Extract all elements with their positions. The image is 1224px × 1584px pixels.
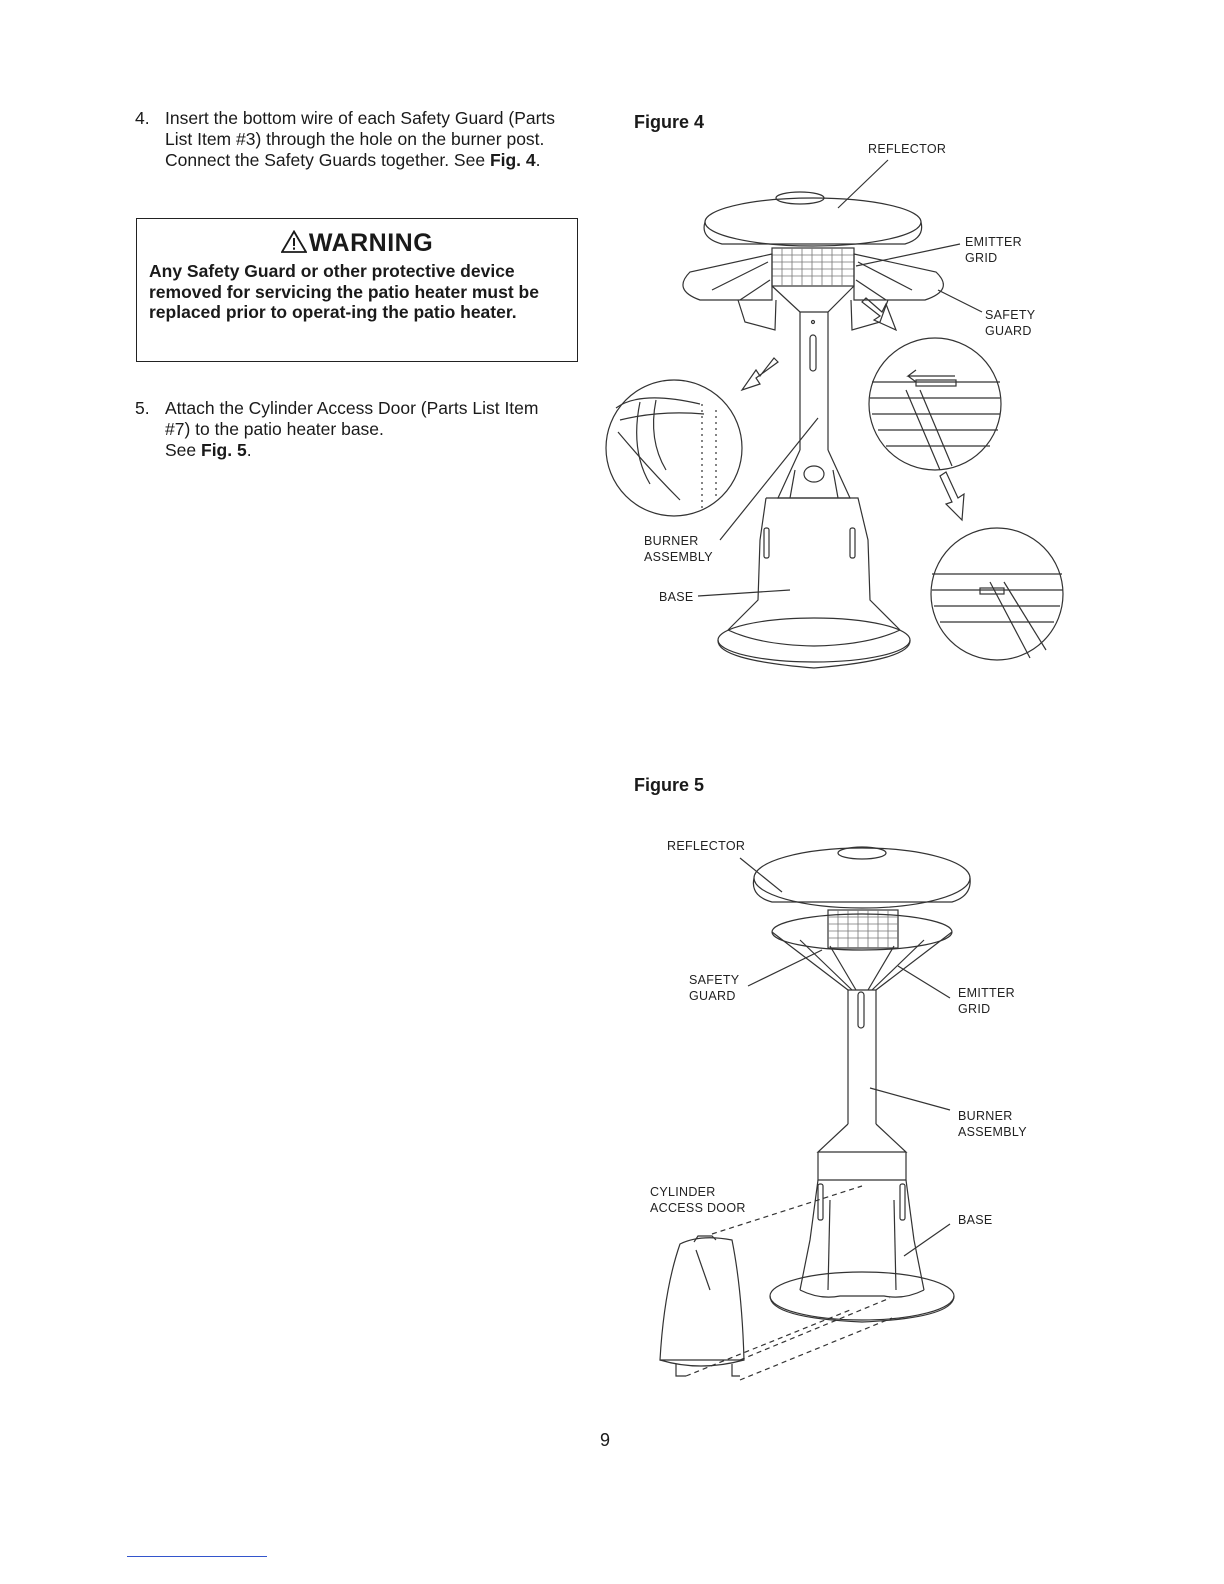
- label-emitter-grid: EMITTER GRID: [965, 235, 1022, 265]
- step-number: 5.: [135, 398, 150, 418]
- step-number: 4.: [135, 108, 150, 128]
- step-text: Attach the Cylinder Access Door (Parts List Item #7) to the patio heater base. See Fig. 5.: [165, 398, 539, 460]
- step-text: Insert the bottom wire of each Safety Guard (Parts List Item #3) through the hole on the burner post. Connect the Safety Guards together. See Fig. 4.: [165, 108, 556, 170]
- label-burner-assembly: BURNER ASSEMBLY: [644, 534, 713, 564]
- warning-text: Any Safety Guard or other protective device removed for servicing the patio heater must be replaced prior to operat-ing the patio heater.: [149, 261, 539, 322]
- figure-reference: Fig. 4: [489, 150, 536, 170]
- label-cylinder-access-door: CYLINDER ACCESS DOOR: [650, 1185, 746, 1215]
- warning-title: WARNING: [137, 229, 577, 258]
- label-base: BASE: [958, 1213, 993, 1227]
- label-safety-guard: SAFETY GUARD: [689, 973, 740, 1003]
- label-reflector: REFLECTOR: [667, 839, 746, 853]
- figure-reference: Fig. 5: [201, 440, 247, 460]
- label-base: BASE: [659, 590, 694, 604]
- label-burner-assembly: BURNER ASSEMBLY: [958, 1109, 1027, 1139]
- page-number: 9: [600, 1430, 611, 1450]
- figure-4-title: Figure 4: [634, 112, 705, 132]
- figure-5-title: Figure 5: [634, 775, 705, 795]
- bottom-rule: [127, 1556, 267, 1557]
- label-emitter-grid: EMITTER GRID: [958, 986, 1015, 1016]
- label-safety-guard: SAFETY GUARD: [985, 308, 1036, 338]
- label-reflector: REFLECTOR: [868, 142, 947, 156]
